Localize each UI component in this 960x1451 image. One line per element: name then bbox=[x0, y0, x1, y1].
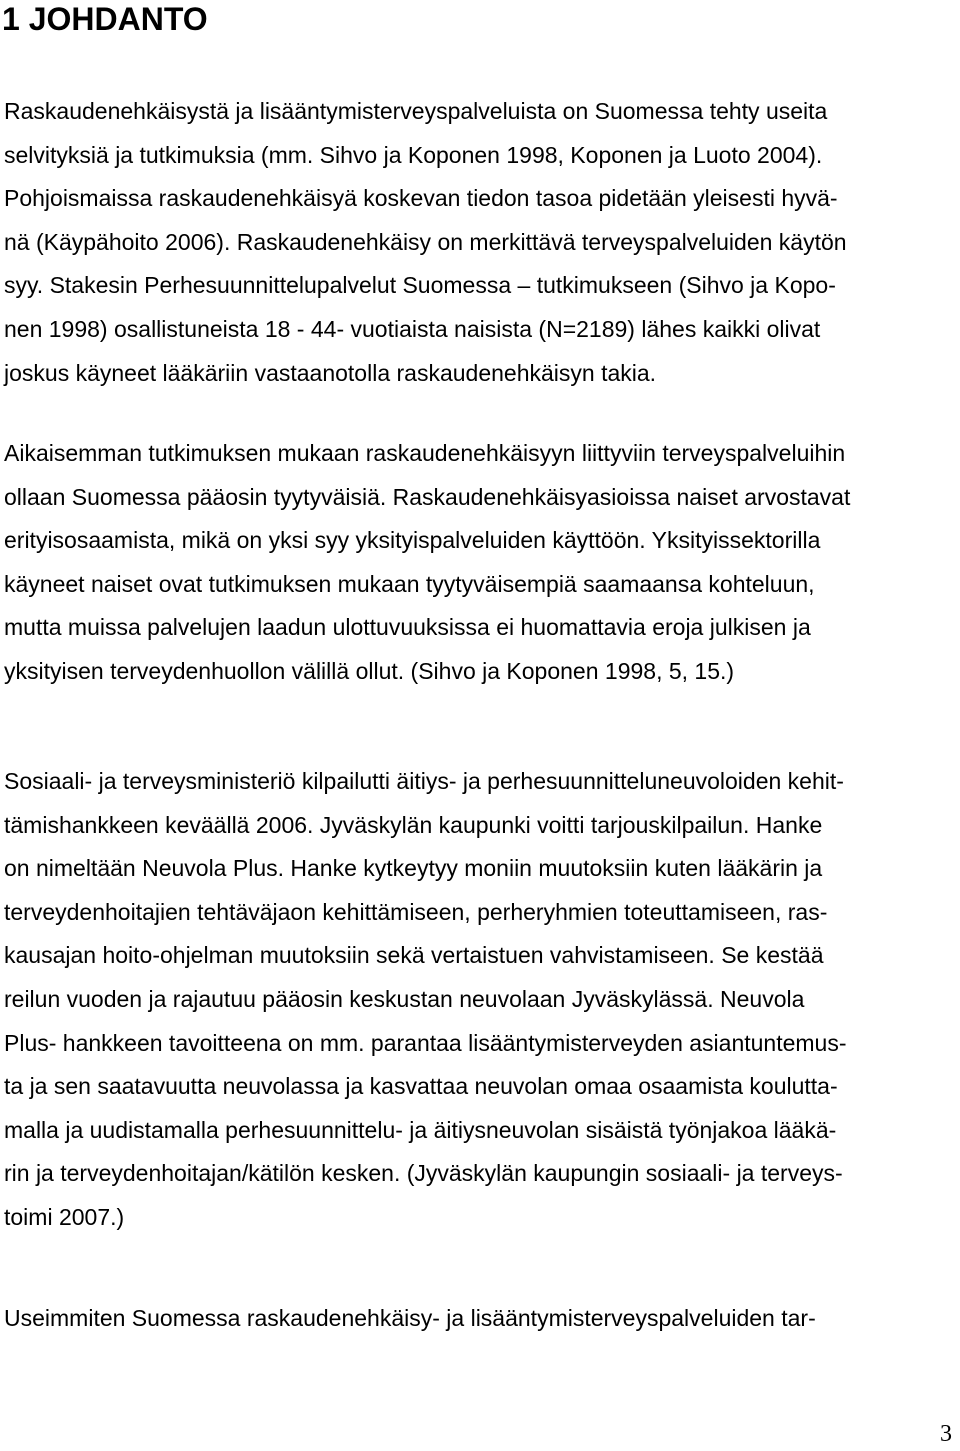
text-line: yksityisen terveydenhuollon välillä ollut. (Sihvo ja Koponen 1998, 5, 15.) bbox=[4, 657, 735, 684]
text-line: tämishankkeen keväällä 2006. Jyväskylän kaupunki voitti tarjouskilpailun. Hanke bbox=[4, 811, 823, 838]
page-number: 3 bbox=[940, 1421, 952, 1447]
text-line: erityisosaamista, mikä on yksi syy yksityispalveluiden käyttöön. Yksityissektorilla bbox=[4, 527, 821, 554]
text-line: on nimeltään Neuvola Plus. Hanke kytkeytyy moniin muutoksiin kuten lääkärin ja bbox=[4, 855, 823, 882]
text-line: terveydenhoitajien tehtäväjaon kehittämiseen, perheryhmien toteuttamiseen, ras- bbox=[4, 898, 828, 925]
text-line: reilun vuoden ja rajautuu pääosin keskustan neuvolaan Jyväskylässä. Neuvola bbox=[4, 985, 805, 1012]
text-line: malla ja uudistamalla perhesuunnittelu- ja äitiysneuvolan sisäistä työnjakoa lääkä- bbox=[4, 1116, 837, 1143]
text-line: rin ja terveydenhoitajan/kätilön kesken. (Jyväskylän kaupungin sosiaali- ja terveys- bbox=[4, 1160, 843, 1187]
text-line: joskus käyneet lääkäriin vastaanotolla raskaudenehkäisyn takia. bbox=[4, 359, 657, 386]
text-line: syy. Stakesin Perhesuunnittelupalvelut Suomessa – tutkimukseen (Sihvo ja Kopo- bbox=[4, 272, 836, 299]
text-line: selvityksiä ja tutkimuksia (mm. Sihvo ja Koponen 1998, Koponen ja Luoto 2004). bbox=[4, 141, 823, 168]
paragraph bbox=[4, 760, 956, 1240]
text-line: nen 1998) osallistuneista 18 - 44- vuotiaista naisista (N=2189) lähes kaikki olivat bbox=[4, 315, 821, 342]
text-line: kausajan hoito-ohjelman muutoksiin sekä vertaistuen vahvistamiseen. Se kestää bbox=[4, 942, 824, 969]
text-line: Aikaisemman tutkimuksen mukaan raskaudenehkäisyyn liittyviin terveyspalveluihin bbox=[4, 440, 846, 466]
text-line: nä (Käypähoito 2006). Raskaudenehkäisy on merkittävä terveyspalveluiden käytön bbox=[4, 228, 847, 255]
text-line: Pohjoismaissa raskaudenehkäisyä koskevan tiedon tasoa pidetään yleisesti hyvä- bbox=[4, 185, 838, 212]
text-line: Useimmiten Suomessa raskaudenehkäisy- ja lisääntymisterveyspalveluiden tar- bbox=[4, 1305, 816, 1331]
text-line: Raskaudenehkäisystä ja lisääntymisterveyspalveluista on Suomessa tehty useita bbox=[4, 98, 828, 124]
text-line: Sosiaali- ja terveysministeriö kilpailutti äitiys- ja perhesuunnitteluneuvoloiden kehit- bbox=[4, 768, 844, 794]
text-line: toimi 2007.) bbox=[4, 1203, 125, 1230]
text-line: käyneet naiset ovat tutkimuksen mukaan tyytyväisempiä saamaansa kohteluun, bbox=[4, 570, 815, 597]
section-heading: 1 JOHDANTO bbox=[2, 1, 208, 37]
text-line: ollaan Suomessa pääosin tyytyväisiä. Raskaudenehkäisyasioissa naiset arvostavat bbox=[4, 483, 851, 510]
text-line: Plus- hankkeen tavoitteena on mm. parantaa lisääntymisterveyden asiantuntemus- bbox=[4, 1029, 847, 1056]
paragraph bbox=[4, 90, 956, 395]
text-line: ta ja sen saatavuutta neuvolassa ja kasvattaa neuvolan omaa osaamista kouluttа- bbox=[4, 1073, 838, 1100]
paragraph bbox=[4, 1297, 956, 1341]
text-line: mutta muissa palvelujen laadun ulottuvuuksissa ei huomattavia eroja julkisen ja bbox=[4, 614, 811, 641]
paragraph bbox=[4, 432, 956, 694]
